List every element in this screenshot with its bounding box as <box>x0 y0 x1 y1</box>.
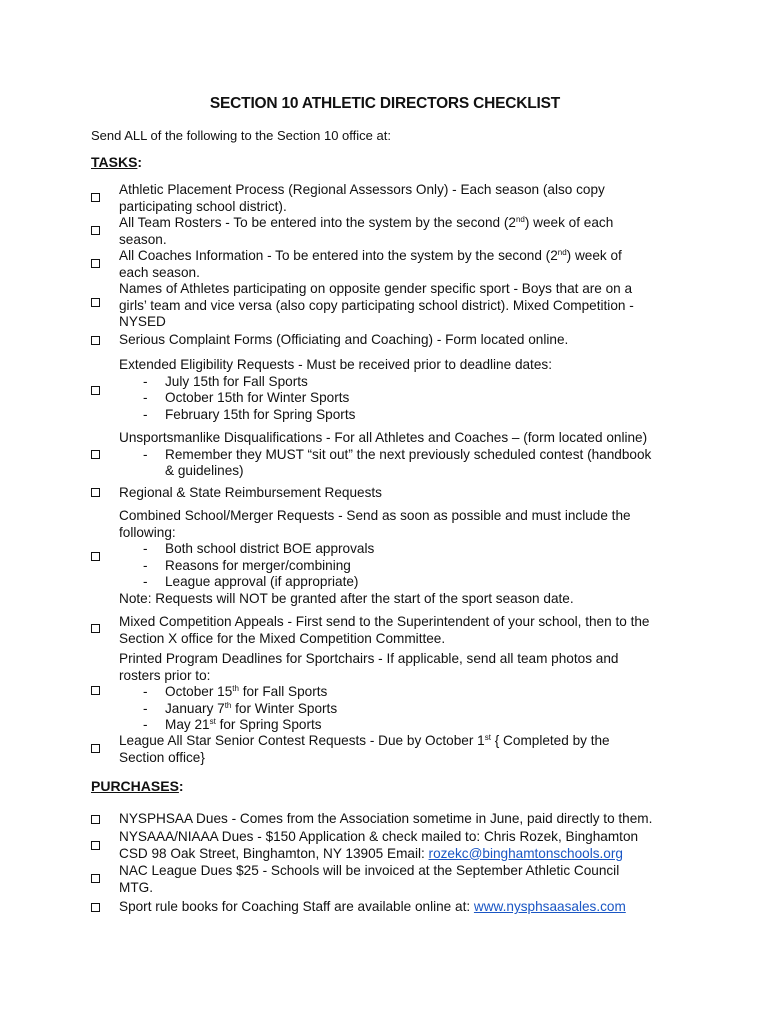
intro-text: Send ALL of the following to the Section 10 office at: <box>91 128 391 143</box>
task-team-rosters: All Team Rosters - To be entered into the system by the second (2nd) week of each season. <box>119 215 614 247</box>
task-combined-school: Combined School/Merger Requests - Send as soon as possible and must include the following: - Both school district BOE approvals - Reasons for merger/combining - League approval (if appropriate) Note: Requests will NOT be granted after the start of the sport season date. <box>119 508 631 606</box>
checkbox-purchase-1[interactable] <box>91 815 100 824</box>
checkbox-task-10[interactable] <box>91 624 100 633</box>
checkbox-task-6[interactable] <box>91 386 100 395</box>
checkbox-purchase-3[interactable] <box>91 874 100 883</box>
purchase-nac-league-dues: NAC League Dues $25 - Schools will be invoiced at the September Athletic Council MTG. <box>119 863 620 895</box>
page-title: SECTION 10 ATHLETIC DIRECTORS CHECKLIST <box>209 95 561 112</box>
checkbox-purchase-4[interactable] <box>91 903 100 912</box>
checkbox-task-2[interactable] <box>91 226 100 235</box>
checkbox-task-12[interactable] <box>91 744 100 753</box>
checkbox-task-11[interactable] <box>91 686 100 695</box>
task-opposite-gender: Names of Athletes participating on opposite gender specific sport - Boys that are on a girls’ team and vice versa (also copy participating school district). Mixed Competition - NYSED <box>119 281 634 330</box>
website-link[interactable]: www.nysphsaasales.com <box>473 899 626 914</box>
checkbox-task-7[interactable] <box>91 450 100 459</box>
email-link[interactable]: rozekc@binghamtonschools.org <box>428 845 623 861</box>
checkbox-task-1[interactable] <box>91 193 100 202</box>
checkbox-task-5[interactable] <box>91 336 100 345</box>
task-mixed-competition: Mixed Competition Appeals - First send to the Superintendent of your school, then to the Section X office for the Mixed Competition Committee. <box>119 614 650 646</box>
task-athletic-placement: Athletic Placement Process (Regional Assessors Only) - Each season (also copy participating school district). <box>119 182 605 214</box>
purchases-heading: PURCHASES: <box>91 778 184 794</box>
task-complaint-forms: Serious Complaint Forms (Officiating and Coaching) - Form located online. <box>119 332 569 347</box>
purchase-nysaaa-dues: NYSAAA/NIAAA Dues - $150 Application & check mailed to: Chris Rozek, Binghamton CSD 98 Oak Street, Binghamton, NY 13905 Email: rozekc@binghamtonschools.org <box>119 829 639 861</box>
task-extended-eligibility: Extended Eligibility Requests - Must be received prior to deadline dates: - July 15th for Fall Sports - October 15th for Winter Sports - February 15th for Spring Sports <box>119 357 552 422</box>
purchase-nysphsaa-dues: NYSPHSAA Dues - Comes from the Association sometime in June, paid directly to them. <box>119 811 653 826</box>
task-reimbursement: Regional & State Reimbursement Requests <box>119 485 382 500</box>
purchase-rule-books: Sport rule books for Coaching Staff are available online at: www.nysphsaasales.com <box>119 899 626 914</box>
checkbox-task-8[interactable] <box>91 488 100 497</box>
task-unsportsmanlike: Unsportsmanlike Disqualifications - For all Athletes and Coaches – (form located online) - Remember they MUST “sit out” the next previously scheduled contest (handbook & guidelines) <box>119 430 652 479</box>
task-all-star: League All Star Senior Contest Requests - Due by October 1st { Completed by the Section office} <box>119 733 610 765</box>
task-coaches-information: All Coaches Information - To be entered into the system by the second (2nd) week of each season. <box>119 248 622 280</box>
checkbox-task-4[interactable] <box>91 298 100 307</box>
checkbox-task-3[interactable] <box>91 259 100 268</box>
checkbox-purchase-2[interactable] <box>91 841 100 850</box>
tasks-heading: TASKS: <box>91 154 143 170</box>
checkbox-task-9[interactable] <box>91 552 100 561</box>
task-printed-program: Printed Program Deadlines for Sportchairs - If applicable, send all team photos and rosters prior to: - October 15th for Fall Sports - January 7th for Winter Sports - May 21st for Spring Sports <box>119 651 619 733</box>
